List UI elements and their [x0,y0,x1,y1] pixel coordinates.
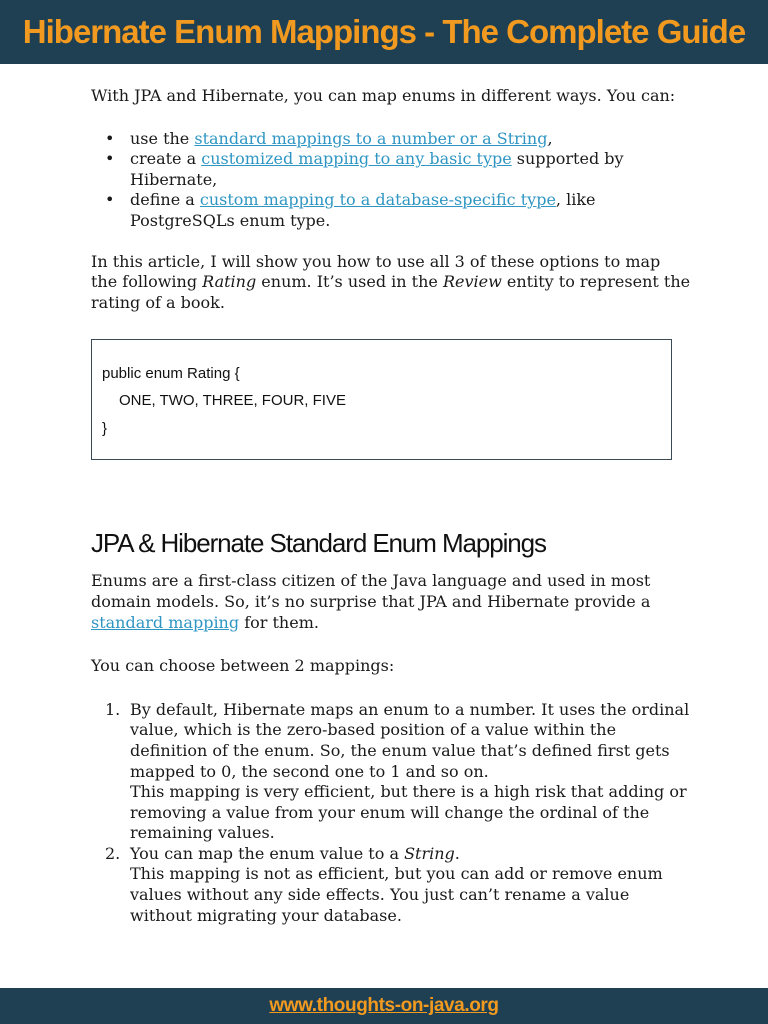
code-line: public enum Rating { [102,365,240,383]
mappings-list [91,700,691,927]
list-item: • define a custom mapping to a database-specific type, like PostgreSQLs enum type. [130,190,691,231]
standard-mapping-link[interactable]: standard mapping [91,612,240,632]
article-intro-paragraph: In this article, I will show you how to use all 3 of these options to map the following Rating enum. It’s used in the Review entity to represent the rating of a book. [91,251,691,312]
list-item: 2. You can map the enum value to a String. This mapping is not as efficient, but you can add or remove enum values without any side effects. You just can’t rename a value without migrating your database. [105,843,663,925]
customized-mapping-link[interactable]: customized mapping to any basic type [201,149,512,169]
article-content [91,86,691,926]
custom-db-mapping-link[interactable]: custom mapping to a database-specific type [199,190,556,210]
page-title: Hibernate Enum Mappings - The Complete Guide [22,13,746,50]
choose-paragraph: You can choose between 2 mappings: [91,656,395,676]
section-heading: JPA & Hibernate Standard Enum Mappings [91,528,546,559]
mapping-options-list [91,129,691,232]
code-block [91,339,672,460]
list-item: 1. By default, Hibernate maps an enum to a number. It uses the ordinal value, which is the zero-based position of a value within the definition of the enum. So, the enum value that’s defined first gets mapped to 0, the second one to 1 and so on. This mapping is very efficient, but there is a high risk that adding or removing a value from your enum will change the ordinal of the remaining values. [105,699,690,843]
page-footer [0,988,768,1024]
list-item: • create a customized mapping to any basic type supported by Hibernate, [130,149,691,190]
website-link[interactable]: www.thoughts-on-java.org [269,995,499,1016]
list-item: • use the standard mappings to a number or a String, [130,129,691,150]
intro-paragraph: With JPA and Hibernate, you can map enums in different ways. You can: [91,86,676,105]
code-line: } [102,420,108,438]
section-paragraph: Enums are a first-class citizen of the Java language and used in most domain models. So, it’s no surprise that JPA and Hibernate provide a standard mapping for them. [91,571,651,632]
page-header [0,0,768,64]
code-line: ONE, TWO, THREE, FOUR, FIVE [119,392,346,410]
standard-mappings-link[interactable]: standard mappings to a number or a String [194,128,548,148]
